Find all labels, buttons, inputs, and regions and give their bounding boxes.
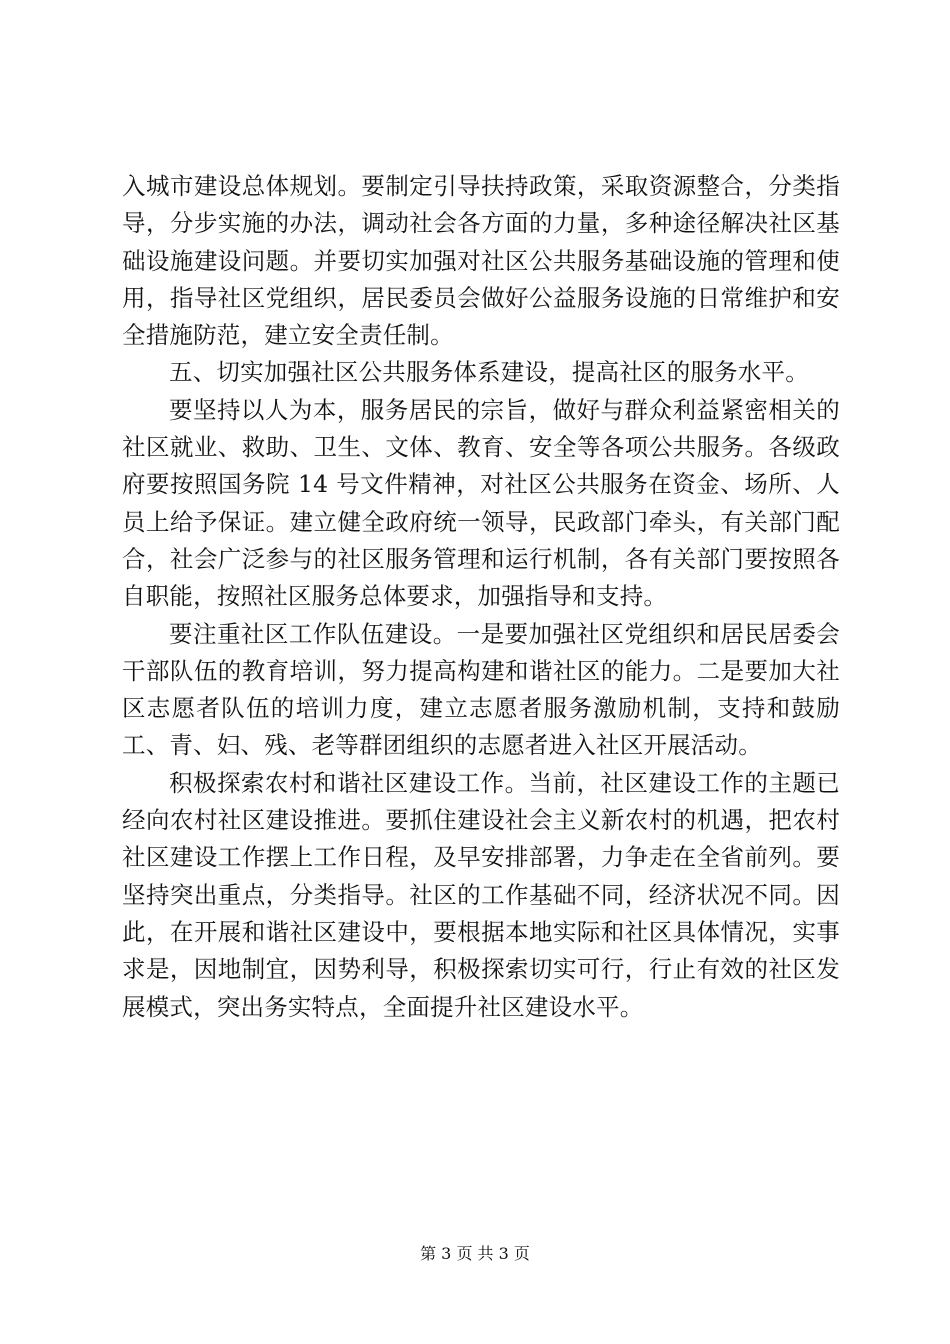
document-body [122, 168, 840, 1026]
paragraph: 要坚持以人为本，服务居民的宗旨，做好与群众利益紧密相关的社区就业、救助、卫生、文体、教育、安全等各项公共服务。各级政府要按照国务院 14 号文件精神，对社区公共服务在资金、场所、人员上给予保证。建立健全政府统一领导，民政部门牵头，有关部门配合，社会广泛参与的社区服务管理和运行机制，各有关部门要按照各自职能，按照社区服务总体要求，加强指导和支持。 [122, 395, 840, 611]
section-heading: 五、切实加强社区公共服务体系建设，提高社区的服务水平。 [169, 358, 809, 387]
paragraph: 要注重社区工作队伍建设。一是要加强社区党组织和居民居委会干部队伍的教育培训，努力提高构建和谐社区的能力。二是要加大社区志愿者队伍的培训力度，建立志愿者服务激励机制，支持和鼓励工、青、妇、残、老等群团组织的志愿者进入社区开展活动。 [122, 619, 840, 760]
page-number-footer: 第 3 页 共 3 页 [420, 1244, 530, 1263]
paragraph-continuation: 入城市建设总体规划。要制定引导扶持政策，采取资源整合，分类指导，分步实施的办法，调动社会各方面的力量，多种途径解决社区基础设施建设问题。并要切实加强对社区公共服务基础设施的管理和使用，指导社区党组织，居民委员会做好公益服务设施的日常维护和安全措施防范，建立安全责任制。 [122, 172, 840, 350]
paragraph: 积极探索农村和谐社区建设工作。当前，社区建设工作的主题已经向农村社区建设推进。要抓住建设社会主义新农村的机遇，把农村社区建设工作摆上工作日程，及早安排部署，力争走在全省前列。要坚持突出重点，分类指导。社区的工作基础不同，经济状况不同。因此，在开展和谐社区建设中，要根据本地实际和社区具体情况，实事求是，因地制宜，因势利导，积极探索切实可行，行止有效的社区发展模式，突出务实特点，全面提升社区建设水平。 [122, 768, 840, 1021]
